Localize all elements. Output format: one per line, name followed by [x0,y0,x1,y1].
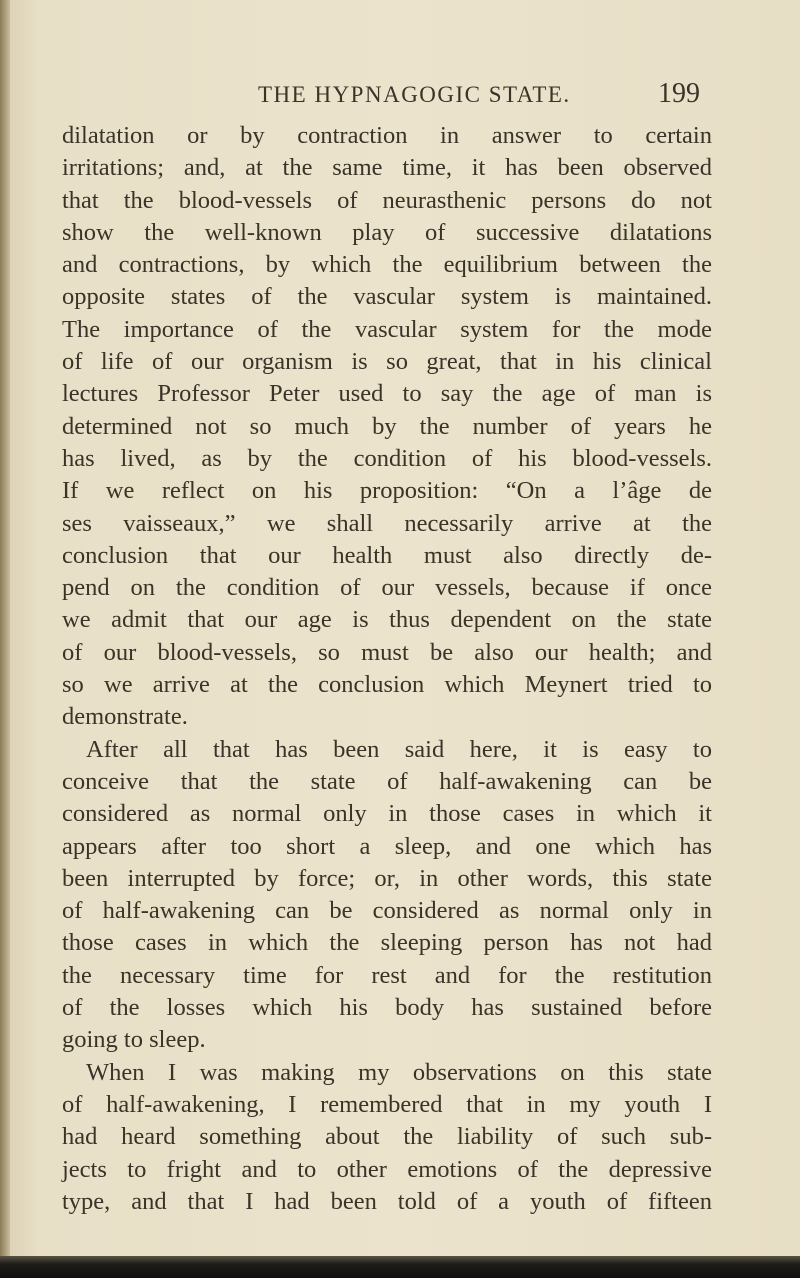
text-line: of life of our organism is so great, that in his clinical [62,348,712,376]
page-gutter-shadow [0,0,10,1278]
text-line: considered as normal only in those cases in which it [62,800,712,828]
text-line: and contractions, by which the equilibrium between the [62,251,712,279]
text-line: of half-awakening can be considered as normal only in [62,897,712,925]
text-line: has lived, as by the condition of his blood-vessels. [62,444,712,472]
text-line: been interrupted by force; or, in other words, this state [62,864,712,892]
text-line: After all that has been said here, it is easy to [86,735,712,763]
running-head: THE HYPNAGOGIC STATE. [258,82,571,107]
text-line: going to sleep. [62,1026,206,1054]
text-line: jects to fright and to other emotions of the depressive [62,1155,712,1183]
page-number: 199 [658,78,700,109]
scan-bottom-edge [0,1256,800,1278]
text-line: type, and that I had been told of a youth of fifteen [62,1187,712,1215]
text-line: we admit that our age is thus dependent on the state [62,606,712,634]
body-text [62,120,712,1218]
text-line: If we reflect on his proposition: “On a l’âge de [62,477,712,505]
text-line: had heard something about the liability of such sub- [62,1123,712,1151]
text-line: the necessary time for rest and for the restitution [62,961,712,989]
text-line: When I was making my observations on this state [86,1058,712,1086]
text-line: so we arrive at the conclusion which Meynert tried to [62,671,712,699]
text-line: of half-awakening, I remembered that in my youth I [62,1090,712,1118]
text-line: those cases in which the sleeping person has not had [62,929,712,957]
text-line: show the well-known play of successive dilatations [62,218,712,246]
text-line: The importance of the vascular system for the mode [62,315,712,343]
text-line: lectures Professor Peter used to say the age of man is [62,380,712,408]
text-line: opposite states of the vascular system is maintained. [62,283,712,311]
text-line: conclusion that our health must also directly de- [62,541,712,569]
text-line: dilatation or by contraction in answer to certain [62,122,712,149]
text-line: demonstrate. [62,703,188,731]
text-line: determined not so much by the number of years he [62,412,712,440]
page-header [0,78,800,112]
text-line: irritations; and, at the same time, it has been observed [62,154,712,182]
text-line: ses vaisseaux,” we shall necessarily arrive at the [62,509,712,537]
text-line: appears after too short a sleep, and one which has [62,832,712,860]
text-line: pend on the condition of our vessels, because if once [62,574,712,602]
text-line: conceive that the state of half-awakening can be [62,767,712,795]
text-line: that the blood-vessels of neurasthenic persons do not [62,186,712,214]
text-line: of our blood-vessels, so must be also our health; and [62,638,712,666]
text-line: of the losses which his body has sustained before [62,994,712,1022]
